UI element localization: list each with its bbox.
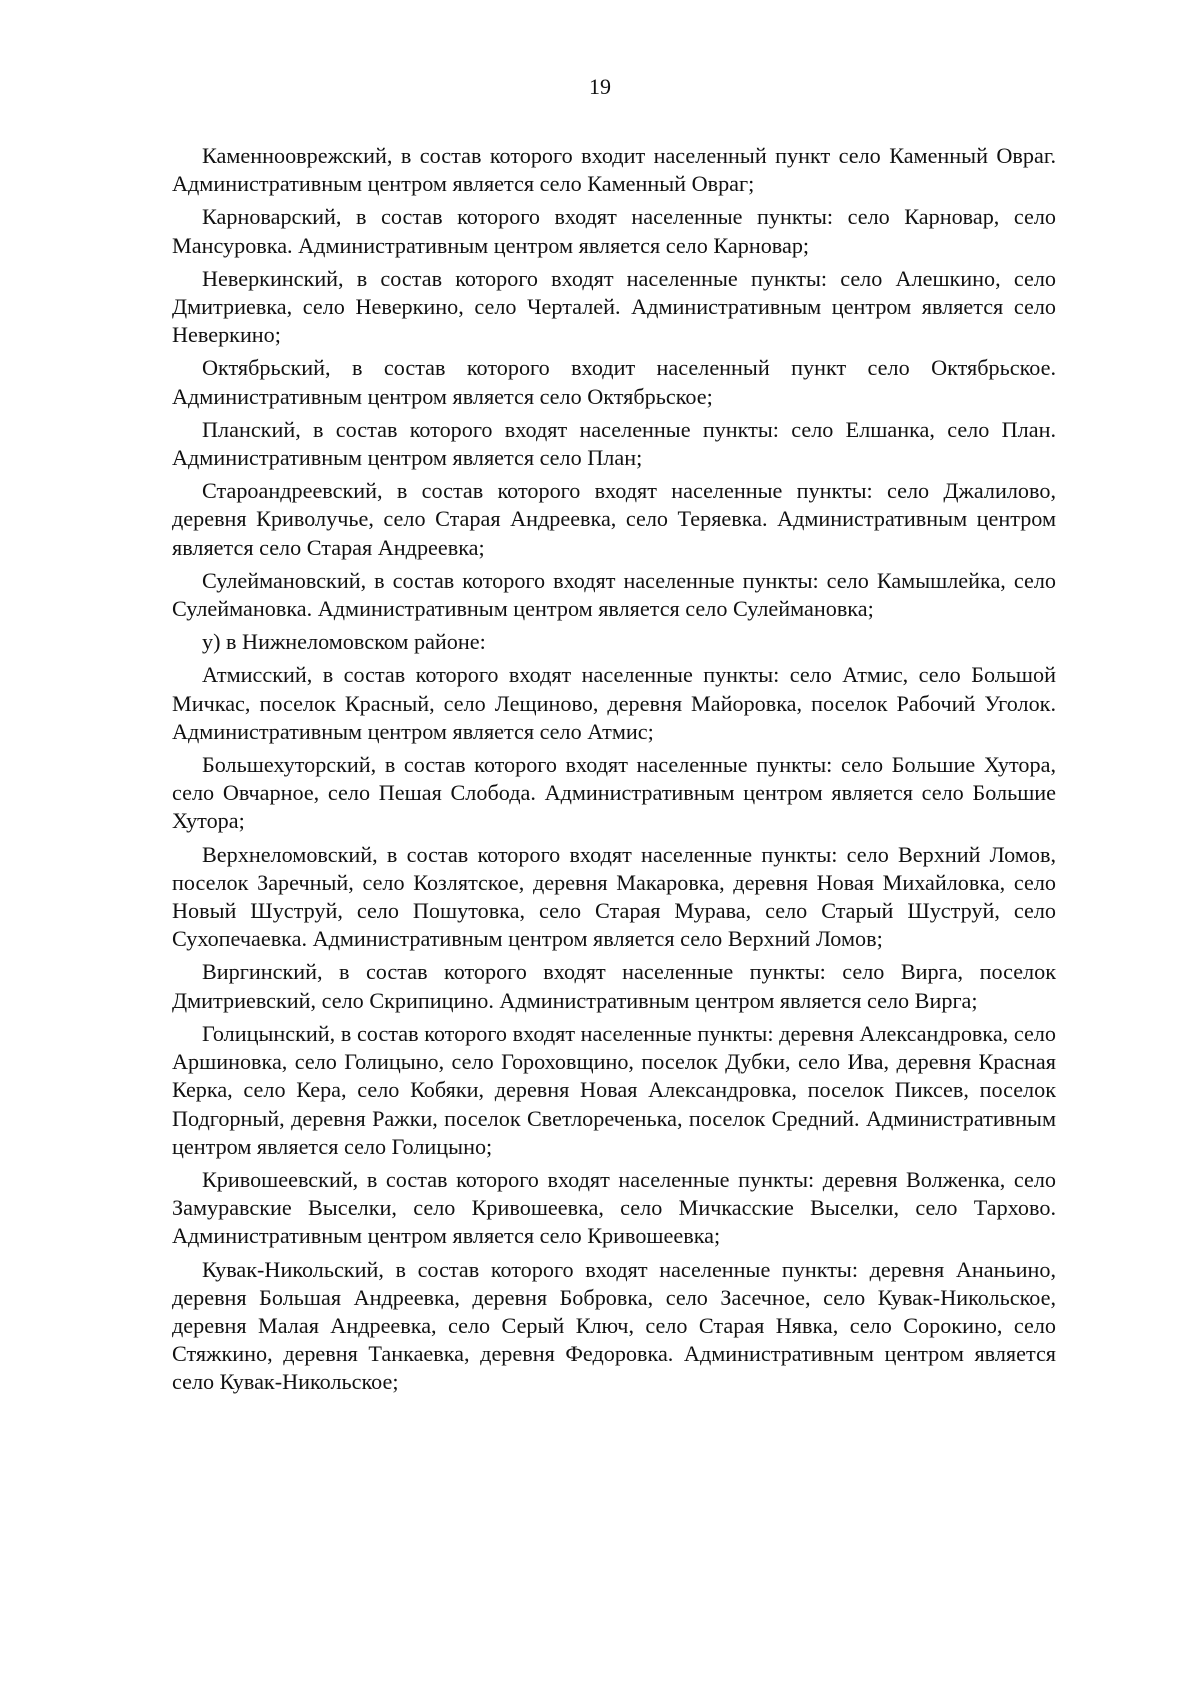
paragraph-kamennovrazhsky: Каменнооврежский, в состав которого входит населенный пункт село Каменный Овраг. Административным центром является село Каменный Овраг; [172, 143, 1056, 197]
paragraph-golitsynsky: Голицынский, в состав которого входят населенные пункты: деревня Александровка, село Аршиновка, село Голицыно, село Гороховщино, поселок Дубки, село Ива, деревня Красная Керка, село Кера, село Кобяки, деревня Новая Александровка, поселок Пиксев, поселок Подгорный, деревня Ражки, поселок Светлореченька, поселок Средний. Административным центром является село Голицыно; [172, 1020, 1056, 1159]
paragraph-plansky: Планский, в состав которого входят населенные пункты: село Елшанка, село План. Административным центром является село План; [172, 416, 1056, 471]
subsection-heading: у) в Нижнеломовском районе: [202, 629, 486, 655]
paragraph-bolshekhutorsky: Большехуторский, в состав которого входят населенные пункты: село Большие Хутора, село Овчарное, село Пешая Слобода. Административным центром является село Большие Хутора; [172, 752, 1056, 834]
paragraph-staroandreevsky: Староандреевский, в состав которого входят населенные пункты: село Джалилово, деревня Криволучье, село Старая Андреевка, село Теряевка. Административным центром является село Старая Андреевка; [172, 478, 1056, 560]
page-number: 19 [589, 74, 611, 99]
paragraph-oktyabrsky: Октябрьский, в состав которого входит населенный пункт село Октябрьское. Административным центром является село Октябрьское; [172, 355, 1056, 409]
paragraph-krivosheevsky: Кривошеевский, в состав которого входят населенные пункты: деревня Волженка, село Замуравские Выселки, село Кривошеевка, село Мичкасские Выселки, село Тархово. Административным центром является село Кривошеевка; [172, 1166, 1056, 1249]
paragraph-kuvak-nikolsky: Кувак-Никольский, в состав которого входят населенные пункты: деревня Ананьино, деревня Большая Андреевка, деревня Бобровка, село Засечное, село Кувак-Никольское, деревня Малая Андреевка, село Серый Ключ, село Старая Нявка, село Сорокино, село Стяжкино, деревня Танкаевка, деревня Федоровка. Административным центром является село Кувак-Никольское; [172, 1256, 1056, 1395]
paragraph-atmissky: Атмисский, в состав которого входят населенные пункты: село Атмис, село Большой Мичкас, поселок Красный, село Лещиново, деревня Майоровка, поселок Рабочий Уголок. Административным центром является село Атмис; [172, 662, 1056, 744]
paragraph-neverkinsky: Неверкинский, в состав которого входят населенные пункты: село Алешкино, село Дмитриевка, село Неверкино, село Черталей. Административным центром является село Неверкино; [172, 265, 1056, 348]
paragraph-virginsky: Виргинский, в состав которого входят населенные пункты: село Вирга, поселок Дмитриевский, село Скрипицино. Административным центром является село Вирга; [172, 959, 1056, 1013]
paragraph-verkhnelomovsky: Верхнеломовский, в состав которого входят населенные пункты: село Верхний Ломов, поселок Заречный, село Козлятское, деревня Макаровка, деревня Новая Михайловка, село Новый Шуструй, село Пошутовка, село Старая Мурава, село Старый Шуструй, село Сухопечаевка. Административным центром является село Верхний Ломов; [172, 841, 1056, 952]
document-body [172, 142, 1056, 1402]
paragraph-suleymanovsky: Сулеймановский, в состав которого входят населенные пункты: село Камышлейка, село Сулеймановка. Административным центром является село Сулеймановка; [172, 567, 1056, 622]
paragraph-karnovarsky: Карноварский, в состав которого входят населенные пункты: село Карновар, село Мансуровка. Административным центром является село Карновар; [172, 204, 1056, 258]
